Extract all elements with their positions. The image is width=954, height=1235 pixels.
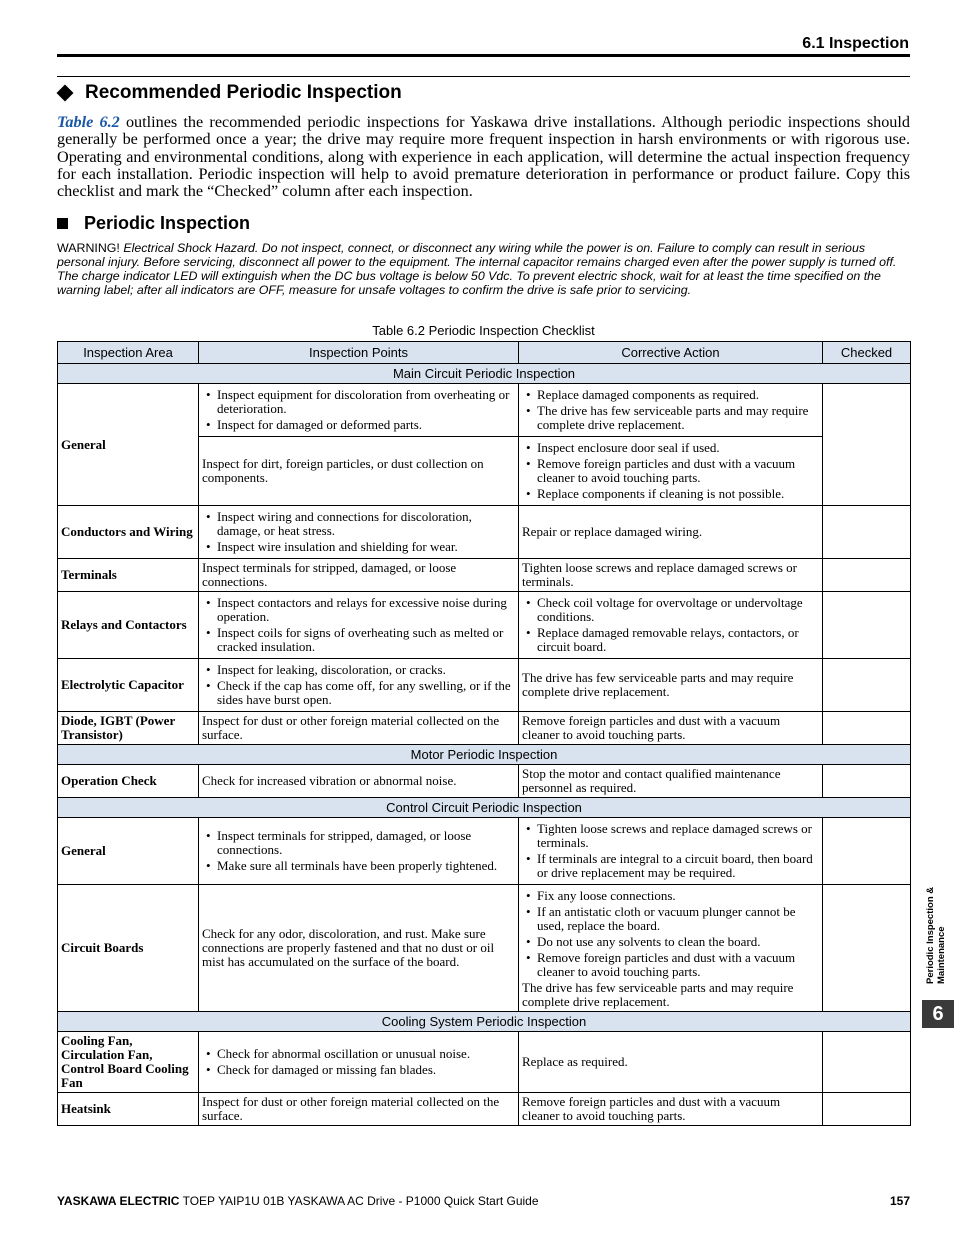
header-rule bbox=[57, 54, 910, 57]
list-item: • Inspect enclosure door seal if used. bbox=[522, 441, 819, 455]
points-cell bbox=[199, 592, 519, 659]
checked-cell[interactable] bbox=[823, 506, 911, 559]
list-item: • Inspect wiring and connections for discoloration, damage, or heat stress. bbox=[202, 510, 515, 538]
list-item: • Check for abnormal oscillation or unusual noise. bbox=[202, 1047, 515, 1061]
checked-cell[interactable] bbox=[823, 818, 911, 885]
points-cell: Check for increased vibration or abnormal noise. bbox=[199, 765, 519, 798]
section-title: Recommended Periodic Inspection bbox=[85, 82, 402, 103]
section-label: Control Circuit Periodic Inspection bbox=[58, 798, 911, 818]
table-reference-link[interactable]: Table 6.2 bbox=[57, 113, 120, 131]
list-item: • Inspect for damaged or deformed parts. bbox=[202, 418, 515, 432]
list-item: • Make sure all terminals have been properly tightened. bbox=[202, 859, 515, 873]
checked-cell[interactable] bbox=[823, 659, 911, 712]
points-cell bbox=[199, 818, 519, 885]
section-row bbox=[58, 364, 911, 384]
table-row bbox=[58, 885, 911, 1012]
area-cell: Cooling Fan, Circulation Fan, Control Board Cooling Fan bbox=[58, 1032, 199, 1093]
list-item: • Check if the cap has come off, for any swelling, or if the sides have burst open. bbox=[202, 679, 515, 707]
points-cell: Inspect terminals for stripped, damaged, or loose connections. bbox=[199, 559, 519, 592]
list-item: • Inspect wire insulation and shielding for wear. bbox=[202, 540, 515, 554]
action-cell: Tighten loose screws and replace damaged screws or terminals. bbox=[519, 559, 823, 592]
points-cell bbox=[199, 506, 519, 559]
footer-brand: YASKAWA ELECTRIC bbox=[57, 1194, 180, 1208]
points-cell: Inspect for dust or other foreign material collected on the surface. bbox=[199, 712, 519, 745]
points-cell bbox=[199, 659, 519, 712]
action-cell: Remove foreign particles and dust with a vacuum cleaner to avoid touching parts. bbox=[519, 1093, 823, 1126]
section-heading bbox=[57, 82, 402, 104]
inspection-checklist-table bbox=[57, 341, 911, 1126]
list-item: • Inspect contactors and relays for excessive noise during operation. bbox=[202, 596, 515, 624]
section-row bbox=[58, 798, 911, 818]
checked-cell[interactable] bbox=[823, 384, 911, 506]
action-cell bbox=[519, 592, 823, 659]
table-header-row bbox=[58, 342, 911, 364]
action-cell: Replace as required. bbox=[519, 1032, 823, 1093]
list-item: • Inspect coils for signs of overheating such as melted or cracked insulation. bbox=[202, 626, 515, 654]
intro-paragraph bbox=[57, 114, 910, 200]
checked-cell[interactable] bbox=[823, 592, 911, 659]
action-cell: Repair or replace damaged wiring. bbox=[519, 506, 823, 559]
square-bullet-icon bbox=[57, 218, 68, 229]
list-item: • Remove foreign particles and dust with a vacuum cleaner to avoid touching parts. bbox=[522, 457, 819, 485]
side-tab-text: Periodic Inspection & Maintenance bbox=[925, 886, 947, 984]
running-header: 6.1 Inspection bbox=[802, 35, 909, 52]
section-row bbox=[58, 1012, 911, 1032]
list-item: • Inspect terminals for stripped, damaged, or loose connections. bbox=[202, 829, 515, 857]
table-row bbox=[58, 765, 911, 798]
table-row bbox=[58, 506, 911, 559]
section-label: Main Circuit Periodic Inspection bbox=[58, 364, 911, 384]
chapter-tab: 6 bbox=[922, 1000, 954, 1028]
area-cell: Operation Check bbox=[58, 765, 199, 798]
table-row bbox=[58, 559, 911, 592]
points-cell bbox=[199, 1032, 519, 1093]
list-item: • If terminals are integral to a circuit board, then board or drive replacement may be required. bbox=[522, 852, 819, 880]
list-item: • Inspect equipment for discoloration from overheating or deterioration. bbox=[202, 388, 515, 416]
points-cell: Check for any odor, discoloration, and rust. Make sure connections are properly fastened and that no dust or oil mist has accumulated on the surface of the board. bbox=[199, 885, 519, 1012]
table-row bbox=[58, 659, 911, 712]
footer-doc-title: TOEP YAIP1U 01B YASKAWA AC Drive - P1000 Quick Start Guide bbox=[179, 1194, 539, 1208]
table-row bbox=[58, 384, 911, 437]
points-cell: Inspect for dirt, foreign particles, or dust collection on components. bbox=[199, 437, 519, 506]
warning-label: WARNING! bbox=[57, 241, 120, 255]
header-divider bbox=[57, 76, 910, 77]
action-cell: The drive has few serviceable parts and may require complete drive replacement. bbox=[519, 659, 823, 712]
action-cell bbox=[519, 384, 823, 437]
list-item: • Replace components if cleaning is not possible. bbox=[522, 487, 819, 501]
checked-cell[interactable] bbox=[823, 765, 911, 798]
list-item: • Tighten loose screws and replace damaged screws or terminals. bbox=[522, 822, 819, 850]
area-cell: Relays and Contactors bbox=[58, 592, 199, 659]
area-cell: Conductors and Wiring bbox=[58, 506, 199, 559]
list-item: • If an antistatic cloth or vacuum plunger cannot be used, replace the board. bbox=[522, 905, 819, 933]
table-row bbox=[58, 818, 911, 885]
action-note: The drive has few serviceable parts and may require complete drive replacement. bbox=[522, 980, 794, 1009]
checked-cell[interactable] bbox=[823, 712, 911, 745]
action-cell: Stop the motor and contact qualified maintenance personnel as required. bbox=[519, 765, 823, 798]
warning-block bbox=[57, 241, 910, 297]
area-cell: Terminals bbox=[58, 559, 199, 592]
column-header: Checked bbox=[823, 342, 911, 364]
action-cell: Remove foreign particles and dust with a vacuum cleaner to avoid touching parts. bbox=[519, 712, 823, 745]
page-number: 157 bbox=[889, 1194, 910, 1208]
page-footer bbox=[57, 1194, 910, 1208]
list-item: • Do not use any solvents to clean the board. bbox=[522, 935, 819, 949]
action-cell bbox=[519, 818, 823, 885]
warning-text: Electrical Shock Hazard. Do not inspect, connect, or disconnect any wiring while the power is on. Failure to comply can result in serious personal injury. Before servicing, disconnect all power to the equipment. The internal capacitor remains charged even after the power supply is turned off. The charge indicator LED will extinguish when the DC bus voltage is below 50 Vdc. To prevent electric shock, wait for at least the time specified on the warning label; after all indicators are OFF, measure for unsafe voltages to confirm the drive is safe prior to servicing. bbox=[57, 241, 897, 297]
area-cell: Electrolytic Capacitor bbox=[58, 659, 199, 712]
list-item: • Remove foreign particles and dust with a vacuum cleaner to avoid touching parts. bbox=[522, 951, 819, 979]
points-cell bbox=[199, 384, 519, 437]
column-header: Corrective Action bbox=[519, 342, 823, 364]
section-label: Cooling System Periodic Inspection bbox=[58, 1012, 911, 1032]
area-cell: Diode, IGBT (Power Transistor) bbox=[58, 712, 199, 745]
footer-doc bbox=[57, 1194, 539, 1208]
area-cell: General bbox=[58, 384, 199, 506]
area-cell: Circuit Boards bbox=[58, 885, 199, 1012]
subsection-heading bbox=[57, 213, 250, 234]
list-item: • Check for damaged or missing fan blades. bbox=[202, 1063, 515, 1077]
area-cell: General bbox=[58, 818, 199, 885]
table-row bbox=[58, 1093, 911, 1126]
list-item: • The drive has few serviceable parts and may require complete drive replacement. bbox=[522, 404, 819, 432]
section-row bbox=[58, 745, 911, 765]
area-cell: Heatsink bbox=[58, 1093, 199, 1126]
diamond-bullet-icon bbox=[57, 85, 74, 102]
subsection-title: Periodic Inspection bbox=[84, 213, 251, 233]
intro-text: outlines the recommended periodic inspections for Yaskawa drive installations. Although periodic inspections should generally be performed once a year; the drive may require more frequent inspection in harsh environments or with rigorous use. Operating and environmental conditions, along with experience in each application, will determine the actual inspection frequency for each installation. Periodic inspection will help to avoid premature deterioration in performance or product failure. Copy this checklist and mark the “Checked” column after each inspection. bbox=[57, 113, 910, 201]
column-header: Inspection Points bbox=[199, 342, 519, 364]
table-row bbox=[58, 1032, 911, 1093]
checked-cell[interactable] bbox=[823, 1093, 911, 1126]
list-item: • Replace damaged removable relays, contactors, or circuit board. bbox=[522, 626, 819, 654]
list-item: • Check coil voltage for overvoltage or undervoltage conditions. bbox=[522, 596, 819, 624]
list-item: • Inspect for leaking, discoloration, or cracks. bbox=[202, 663, 515, 677]
list-item: • Fix any loose connections. bbox=[522, 889, 819, 903]
action-cell bbox=[519, 885, 823, 1012]
list-item: • Replace damaged components as required. bbox=[522, 388, 819, 402]
table-caption: Table 6.2 Periodic Inspection Checklist bbox=[372, 323, 595, 338]
checked-cell[interactable] bbox=[823, 1032, 911, 1093]
points-cell: Inspect for dust or other foreign material collected on the surface. bbox=[199, 1093, 519, 1126]
checked-cell[interactable] bbox=[823, 885, 911, 1012]
section-label: Motor Periodic Inspection bbox=[58, 745, 911, 765]
table-row bbox=[58, 592, 911, 659]
checked-cell[interactable] bbox=[823, 559, 911, 592]
table-row bbox=[58, 712, 911, 745]
action-cell bbox=[519, 437, 823, 506]
column-header: Inspection Area bbox=[58, 342, 199, 364]
